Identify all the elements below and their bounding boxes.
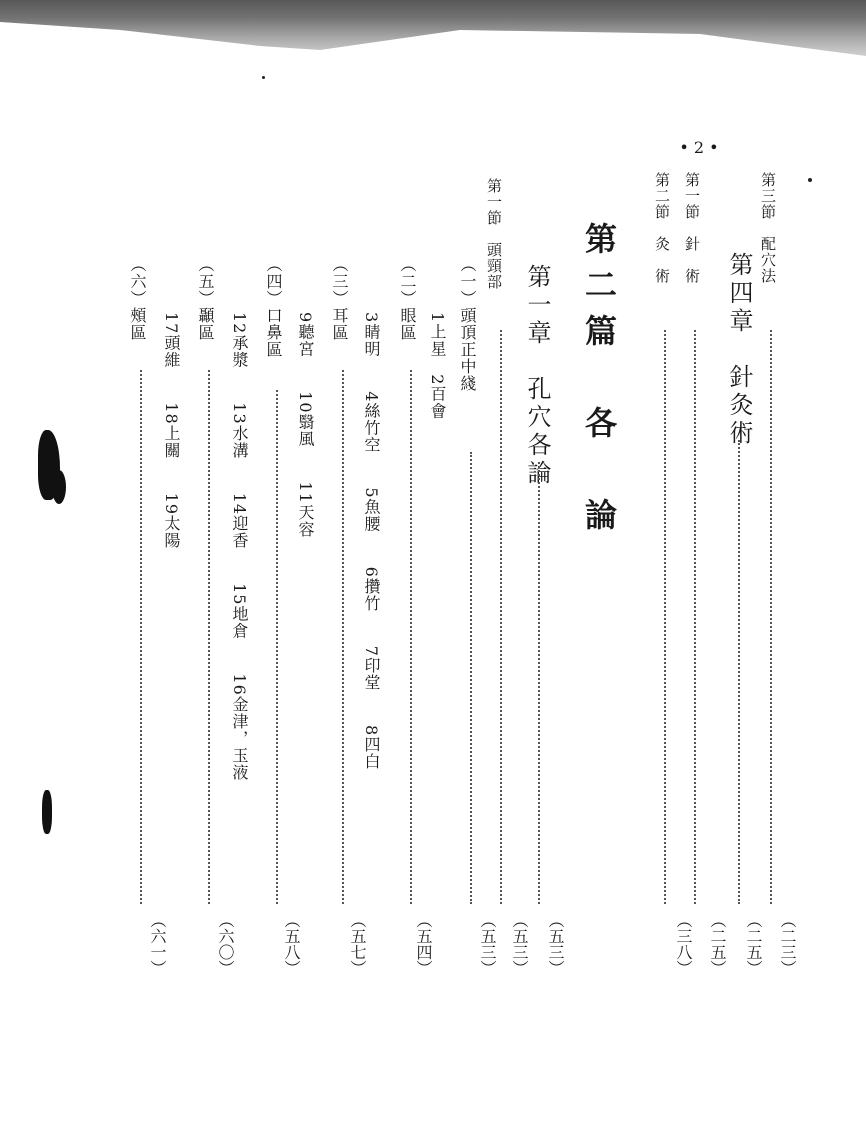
- acupoint: 3睛明: [362, 312, 381, 358]
- toc-page-subsection2: （五四）: [414, 912, 433, 976]
- acupoint: 19太陽: [162, 492, 181, 550]
- acupoint: 7印堂: [362, 645, 381, 691]
- subsection-title: 口鼻區: [264, 307, 283, 358]
- acupoint: 17頭維: [162, 312, 181, 369]
- subsection-title: 頭頂正中綫: [458, 307, 477, 392]
- acupoint: 12承漿: [230, 312, 249, 369]
- toc-subsection-3: [328, 256, 351, 341]
- part-title: 第二篇 各 論: [580, 222, 618, 544]
- toc-subsection-2: [396, 256, 419, 341]
- point-list: [426, 312, 449, 419]
- subsection-title: 眼區: [398, 307, 417, 341]
- subsection-title: 頰區: [128, 307, 147, 341]
- toc-page-section1-prev: （二五）: [708, 912, 727, 976]
- dust-speck: [808, 178, 812, 182]
- scan-top-edge: [0, 0, 866, 78]
- toc-page-subsection3: （五七）: [348, 912, 367, 976]
- toc-section-2-prev: [652, 172, 673, 284]
- chapter-title: 孔穴各論: [523, 376, 551, 488]
- section-title: 配穴法: [759, 236, 777, 284]
- point-list: [360, 312, 383, 770]
- toc-chapter-1: [520, 264, 555, 488]
- toc-subsection-6: [126, 256, 149, 341]
- dot-leader: [664, 330, 666, 904]
- acupoint: 1上星: [428, 312, 447, 358]
- section-label: 第三節: [759, 172, 777, 220]
- dot-leader: [694, 330, 696, 904]
- toc-subsection-4: [262, 256, 285, 358]
- acupoint: 10翳風: [296, 391, 315, 448]
- dot-leader: [538, 462, 540, 904]
- acupoint: 18上關: [162, 402, 181, 459]
- acupoint: 6攢竹: [362, 566, 381, 612]
- toc-page-subsection6: （六一）: [148, 912, 167, 976]
- subsection-number: （二）: [398, 256, 417, 307]
- subsection-number: （三）: [330, 256, 349, 307]
- ink-blot: [42, 790, 52, 834]
- toc-page-subsection5: （六〇）: [216, 912, 235, 976]
- toc-subsection-5: [194, 256, 217, 341]
- dot-leader: [208, 370, 210, 904]
- point-list: [294, 312, 317, 538]
- point-list: [228, 312, 251, 781]
- subsection-number: （四）: [264, 256, 283, 307]
- chapter-label: 第四章: [725, 252, 753, 336]
- acupoint: 4絲竹空: [362, 391, 381, 454]
- dot-leader: [342, 370, 344, 904]
- dot-leader: [738, 440, 740, 904]
- dot-leader: [140, 370, 142, 904]
- dot-leader: [770, 330, 772, 904]
- dust-speck: [262, 76, 265, 79]
- subsection-number: （五）: [196, 256, 215, 307]
- section-title: 頭頸部: [485, 242, 503, 290]
- subsection-title: 耳區: [330, 307, 349, 341]
- toc-page-section1: （五三）: [510, 912, 529, 976]
- acupoint: 16金津，玉液: [230, 673, 249, 781]
- section-title: 針 術: [683, 236, 701, 284]
- subsection-title: 顳區: [196, 307, 215, 341]
- acupoint: 11天容: [296, 481, 315, 538]
- section-label: 第一節: [485, 178, 503, 226]
- ink-blot: [52, 470, 66, 504]
- toc-section-1-prev: [682, 172, 703, 284]
- toc-page-subsection1: （五三）: [478, 912, 497, 976]
- dot-leader: [470, 452, 472, 904]
- chapter-title: 針灸術: [725, 364, 753, 448]
- toc-section-1: [484, 178, 505, 290]
- acupoint: 14迎香: [230, 492, 249, 550]
- section-title: 灸 術: [653, 236, 671, 284]
- acupoint: 9聽宮: [296, 312, 315, 358]
- subsection-number: （六）: [128, 256, 147, 307]
- acupoint: 13水溝: [230, 402, 249, 459]
- acupoint: 5魚腰: [362, 487, 381, 533]
- toc-chapter-4: [722, 252, 757, 448]
- point-list: [160, 312, 183, 549]
- toc-page-subsection4: （五八）: [282, 912, 301, 976]
- acupoint: 8四白: [362, 724, 381, 771]
- acupoint: 15地倉: [230, 583, 249, 640]
- toc-page-section2-prev: （三八）: [674, 912, 693, 976]
- section-label: 第一節: [683, 172, 701, 220]
- toc-page-section3-prev: （二三）: [778, 912, 797, 976]
- toc-section-3-prev: [758, 172, 779, 284]
- acupoint: 2百會: [428, 374, 447, 420]
- section-label: 第二節: [653, 172, 671, 220]
- chapter-label: 第一章: [523, 264, 551, 348]
- dot-leader: [500, 330, 502, 904]
- dot-leader: [276, 390, 278, 904]
- toc-subsection-1: [456, 256, 479, 392]
- page-number: • 2 •: [679, 138, 719, 157]
- toc-page-chapter1: （五三）: [546, 912, 565, 976]
- toc-page-chapter4: （二五）: [744, 912, 763, 976]
- dot-leader: [410, 370, 412, 904]
- subsection-number: （一）: [458, 256, 477, 307]
